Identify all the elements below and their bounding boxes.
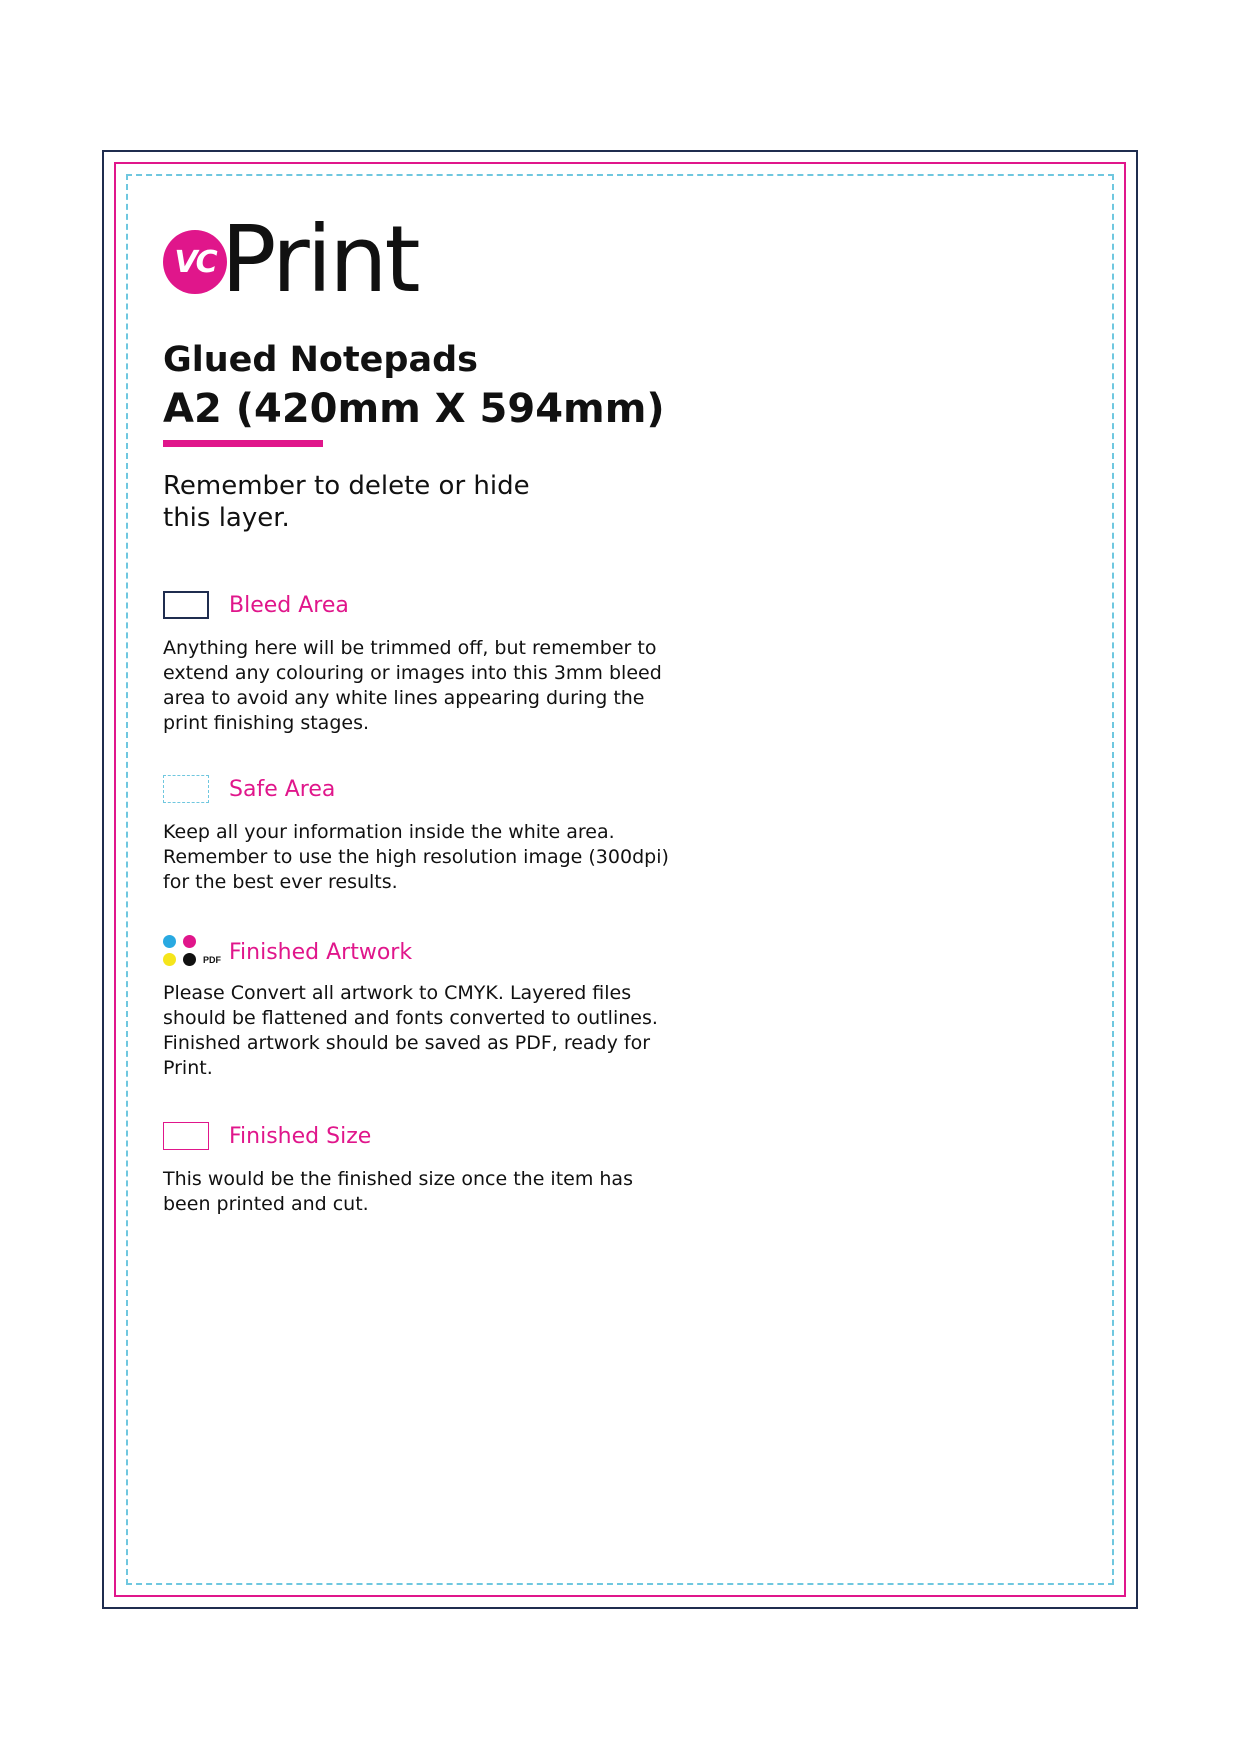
finished-artwork-title: Finished Artwork (229, 939, 413, 965)
safe-area-title: Safe Area (229, 776, 336, 802)
cyan-dot-icon (163, 935, 176, 948)
product-size: A2 (420mm X 594mm) (163, 386, 665, 432)
finished-size-heading (163, 1121, 371, 1151)
bleed-area-heading (163, 590, 349, 620)
cmyk-dots-icon (163, 935, 221, 969)
finished-size-description: This would be the finished size once the item has been printed and cut. (163, 1168, 633, 1215)
finished-artwork-heading (163, 934, 412, 970)
logo-wordmark: Print (221, 206, 418, 313)
bleed-area-description: Anything here will be trimmed off, but remember to extend any colouring or images into this 3mm bleed area to avoid any white lines appearing during the print finishing stages. (163, 637, 662, 734)
vcprint-logo (163, 206, 418, 313)
bleed-swatch-icon (163, 591, 209, 619)
magenta-dot-icon (183, 935, 196, 948)
safe-area-description: Keep all your information inside the white area. Remember to use the high resolution image (300dpi) for the best ever results. (163, 821, 669, 893)
yellow-dot-icon (163, 953, 176, 966)
finished-size-swatch-icon (163, 1122, 209, 1150)
reminder-text: Remember to delete or hide this layer. (163, 471, 530, 533)
black-dot-icon (183, 953, 196, 966)
safe-area-heading (163, 774, 335, 804)
title-underline (163, 440, 323, 447)
logo-badge: VC (163, 230, 227, 294)
pdf-label: PDF (203, 955, 221, 965)
product-title: Glued Notepads (163, 340, 478, 380)
finished-artwork-description: Please Convert all artwork to CMYK. Layered files should be flattened and fonts converted to outlines. Finished artwork should be saved as PDF, ready for Print. (163, 982, 658, 1079)
bleed-area-title: Bleed Area (229, 592, 349, 618)
finished-size-title: Finished Size (229, 1123, 372, 1149)
safe-swatch-icon (163, 775, 209, 803)
